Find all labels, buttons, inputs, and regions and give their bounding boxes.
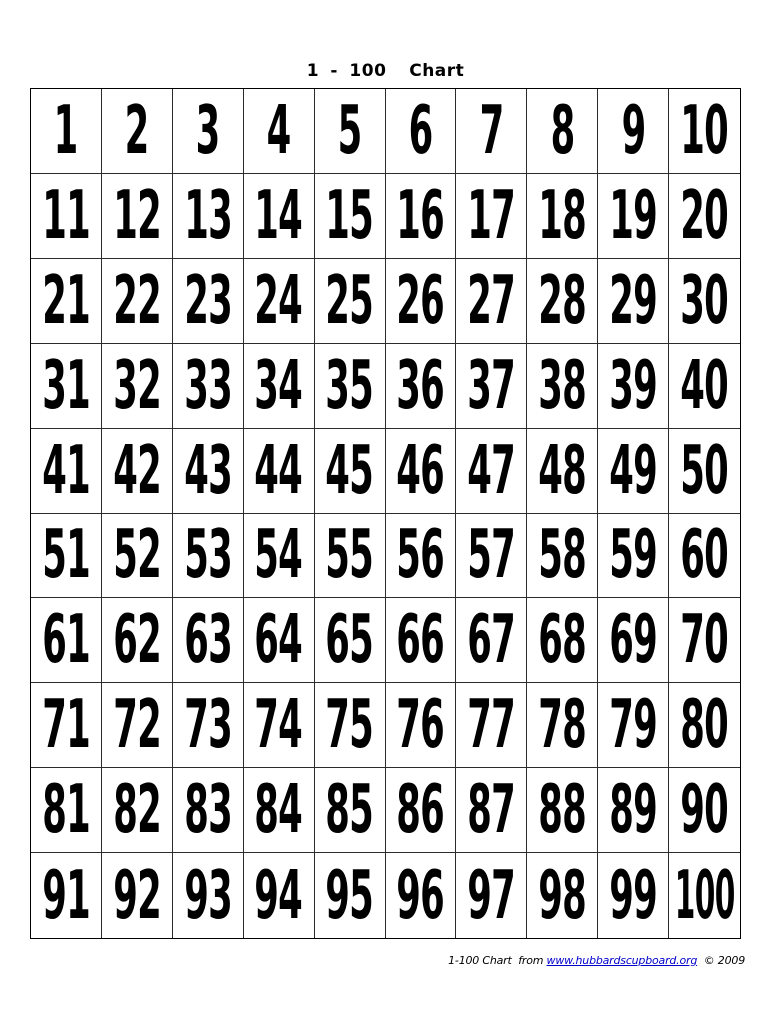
number-label: 45 — [325, 432, 374, 509]
number-cell — [173, 598, 244, 683]
number-label: 39 — [609, 347, 658, 425]
number-label: 72 — [112, 686, 161, 764]
number-cell — [31, 174, 102, 259]
number-cell — [527, 598, 598, 683]
number-label: 68 — [538, 601, 587, 679]
number-label: 25 — [325, 262, 374, 340]
number-label: 54 — [254, 517, 303, 594]
number-label: 28 — [538, 262, 587, 340]
number-cell — [315, 259, 386, 344]
number-cell — [527, 514, 598, 599]
number-label: 13 — [183, 177, 232, 255]
number-cell — [244, 853, 315, 938]
number-label: 34 — [254, 347, 303, 425]
number-label: 52 — [112, 517, 161, 594]
number-label: 37 — [467, 347, 516, 425]
number-label: 7 — [479, 92, 504, 170]
number-cell — [31, 514, 102, 599]
number-label: 59 — [609, 517, 658, 594]
number-label: 87 — [467, 771, 516, 849]
number-label: 76 — [396, 686, 445, 764]
number-cell — [102, 683, 173, 768]
number-label: 62 — [112, 601, 161, 679]
footer-text-suffix: © 2009 — [697, 954, 745, 967]
number-cell — [173, 683, 244, 768]
number-cell — [527, 89, 598, 174]
number-cell — [598, 174, 669, 259]
footer-link[interactable]: www.hubbardscupboard.org — [546, 954, 698, 967]
number-label: 35 — [325, 347, 374, 425]
number-label: 92 — [112, 857, 161, 934]
number-label: 32 — [112, 347, 161, 425]
number-cell — [386, 768, 457, 853]
number-cell — [527, 174, 598, 259]
number-cell — [244, 768, 315, 853]
number-cell — [315, 768, 386, 853]
number-cell — [102, 429, 173, 514]
number-label: 90 — [680, 771, 729, 849]
number-label: 81 — [42, 771, 90, 849]
number-cell — [456, 768, 527, 853]
number-label: 26 — [396, 262, 445, 340]
number-cell — [527, 259, 598, 344]
number-cell — [386, 429, 457, 514]
number-cell — [102, 853, 173, 938]
number-cell — [244, 174, 315, 259]
number-label: 96 — [396, 857, 445, 934]
number-cell — [598, 683, 669, 768]
number-cell — [527, 683, 598, 768]
number-cell — [102, 259, 173, 344]
number-cell — [456, 174, 527, 259]
number-cell — [456, 429, 527, 514]
number-cell — [386, 344, 457, 429]
number-cell — [244, 683, 315, 768]
number-cell — [669, 429, 740, 514]
number-label: 15 — [325, 177, 374, 255]
number-label: 84 — [254, 771, 303, 849]
number-cell — [173, 344, 244, 429]
number-label: 51 — [42, 517, 90, 594]
number-label: 8 — [550, 92, 575, 170]
number-cell — [173, 853, 244, 938]
number-label: 10 — [680, 92, 729, 170]
number-label: 57 — [467, 517, 516, 594]
number-label: 43 — [183, 432, 232, 509]
number-label: 75 — [325, 686, 374, 764]
number-label: 55 — [325, 517, 374, 594]
number-label: 71 — [42, 686, 90, 764]
number-cell — [102, 768, 173, 853]
number-cell — [31, 598, 102, 683]
number-cell — [669, 683, 740, 768]
number-cell — [31, 259, 102, 344]
number-cell — [315, 853, 386, 938]
number-label: 99 — [609, 857, 658, 934]
number-label: 98 — [538, 857, 587, 934]
number-label: 60 — [680, 517, 729, 594]
number-label: 30 — [680, 262, 729, 340]
number-label: 78 — [538, 686, 587, 764]
number-cell — [315, 89, 386, 174]
number-label: 41 — [42, 432, 90, 509]
number-label: 18 — [538, 177, 587, 255]
number-label: 97 — [467, 857, 516, 934]
number-cell — [527, 344, 598, 429]
number-label: 21 — [42, 262, 90, 340]
number-label: 27 — [467, 262, 516, 340]
number-label: 14 — [254, 177, 303, 255]
number-label: 47 — [467, 432, 516, 509]
number-cell — [386, 174, 457, 259]
number-cell — [244, 344, 315, 429]
number-label: 88 — [538, 771, 587, 849]
number-cell — [31, 429, 102, 514]
number-label: 53 — [183, 517, 232, 594]
number-label: 36 — [396, 347, 445, 425]
number-cell — [456, 853, 527, 938]
number-label: 5 — [337, 92, 362, 170]
number-cell — [669, 768, 740, 853]
number-label: 12 — [112, 177, 161, 255]
number-label: 1 — [53, 92, 78, 170]
number-cell — [244, 514, 315, 599]
number-label: 31 — [42, 347, 90, 425]
number-label: 33 — [183, 347, 232, 425]
number-label: 73 — [183, 686, 232, 764]
number-cell — [386, 259, 457, 344]
number-cell — [173, 259, 244, 344]
number-label: 4 — [266, 92, 291, 170]
number-cell — [173, 174, 244, 259]
number-cell — [598, 514, 669, 599]
number-cell — [456, 89, 527, 174]
number-cell — [669, 853, 740, 938]
number-label: 2 — [124, 92, 149, 170]
number-label: 80 — [680, 686, 729, 764]
number-cell — [456, 598, 527, 683]
number-label: 38 — [538, 347, 587, 425]
number-label: 65 — [325, 601, 374, 679]
number-cell — [669, 259, 740, 344]
number-label: 24 — [254, 262, 303, 340]
number-cell — [456, 344, 527, 429]
number-label: 48 — [538, 432, 587, 509]
number-label: 58 — [538, 517, 587, 594]
number-cell — [102, 89, 173, 174]
number-label: 20 — [680, 177, 729, 255]
number-label: 11 — [42, 177, 90, 255]
number-label: 50 — [680, 432, 729, 509]
number-label: 82 — [112, 771, 161, 849]
number-cell — [315, 344, 386, 429]
number-cell — [598, 344, 669, 429]
number-label: 74 — [254, 686, 303, 764]
number-cell — [456, 514, 527, 599]
number-label: 66 — [396, 601, 445, 679]
number-cell — [31, 768, 102, 853]
number-label: 56 — [396, 517, 445, 594]
number-cell — [315, 514, 386, 599]
number-label: 70 — [680, 601, 729, 679]
number-cell — [386, 514, 457, 599]
number-cell — [102, 174, 173, 259]
number-cell — [315, 174, 386, 259]
page-title: 1 - 100 Chart — [306, 61, 465, 81]
number-label: 100 — [674, 857, 735, 934]
footer-text-prefix: 1-100 Chart from — [448, 954, 547, 967]
number-cell — [386, 683, 457, 768]
number-cell — [598, 853, 669, 938]
number-cell — [527, 768, 598, 853]
number-label: 69 — [609, 601, 658, 679]
number-label: 29 — [609, 262, 658, 340]
number-label: 46 — [396, 432, 445, 509]
number-cell — [315, 598, 386, 683]
number-label: 83 — [183, 771, 232, 849]
number-cell — [598, 429, 669, 514]
number-cell — [173, 514, 244, 599]
number-cell — [669, 174, 740, 259]
number-label: 91 — [42, 857, 90, 934]
number-label: 63 — [183, 601, 232, 679]
number-cell — [386, 853, 457, 938]
number-cell — [669, 89, 740, 174]
number-cell — [244, 89, 315, 174]
number-cell — [173, 89, 244, 174]
number-label: 86 — [396, 771, 445, 849]
number-cell — [386, 89, 457, 174]
number-cell — [102, 514, 173, 599]
number-label: 22 — [112, 262, 161, 340]
number-cell — [102, 344, 173, 429]
number-cell — [456, 259, 527, 344]
number-label: 95 — [325, 857, 374, 934]
number-cell — [527, 429, 598, 514]
number-cell — [598, 598, 669, 683]
number-label: 93 — [183, 857, 232, 934]
number-cell — [31, 89, 102, 174]
number-label: 42 — [112, 432, 161, 509]
number-cell — [31, 683, 102, 768]
number-label: 64 — [254, 601, 303, 679]
number-cell — [669, 344, 740, 429]
number-label: 85 — [325, 771, 374, 849]
number-cell — [173, 768, 244, 853]
number-cell — [31, 853, 102, 938]
number-label: 94 — [254, 857, 303, 934]
number-label: 44 — [254, 432, 303, 509]
number-cell — [31, 344, 102, 429]
number-cell — [598, 768, 669, 853]
number-label: 49 — [609, 432, 658, 509]
number-label: 40 — [680, 347, 729, 425]
number-label: 61 — [42, 601, 90, 679]
number-label: 89 — [609, 771, 658, 849]
number-cell — [244, 259, 315, 344]
number-cell — [669, 598, 740, 683]
number-label: 6 — [408, 92, 433, 170]
number-grid — [30, 88, 741, 939]
number-label: 79 — [609, 686, 658, 764]
number-cell — [456, 683, 527, 768]
number-cell — [244, 429, 315, 514]
number-label: 3 — [195, 92, 220, 170]
number-label: 16 — [396, 177, 445, 255]
number-cell — [315, 683, 386, 768]
number-cell — [598, 89, 669, 174]
number-cell — [102, 598, 173, 683]
number-label: 77 — [467, 686, 516, 764]
number-label: 23 — [183, 262, 232, 340]
footer-credit — [442, 941, 745, 967]
number-cell — [598, 259, 669, 344]
number-cell — [173, 429, 244, 514]
number-label: 67 — [467, 601, 516, 679]
number-label: 17 — [467, 177, 516, 255]
number-cell — [386, 598, 457, 683]
number-cell — [244, 598, 315, 683]
number-cell — [527, 853, 598, 938]
number-cell — [315, 429, 386, 514]
number-cell — [669, 514, 740, 599]
number-label: 9 — [621, 92, 646, 170]
number-label: 19 — [609, 177, 658, 255]
